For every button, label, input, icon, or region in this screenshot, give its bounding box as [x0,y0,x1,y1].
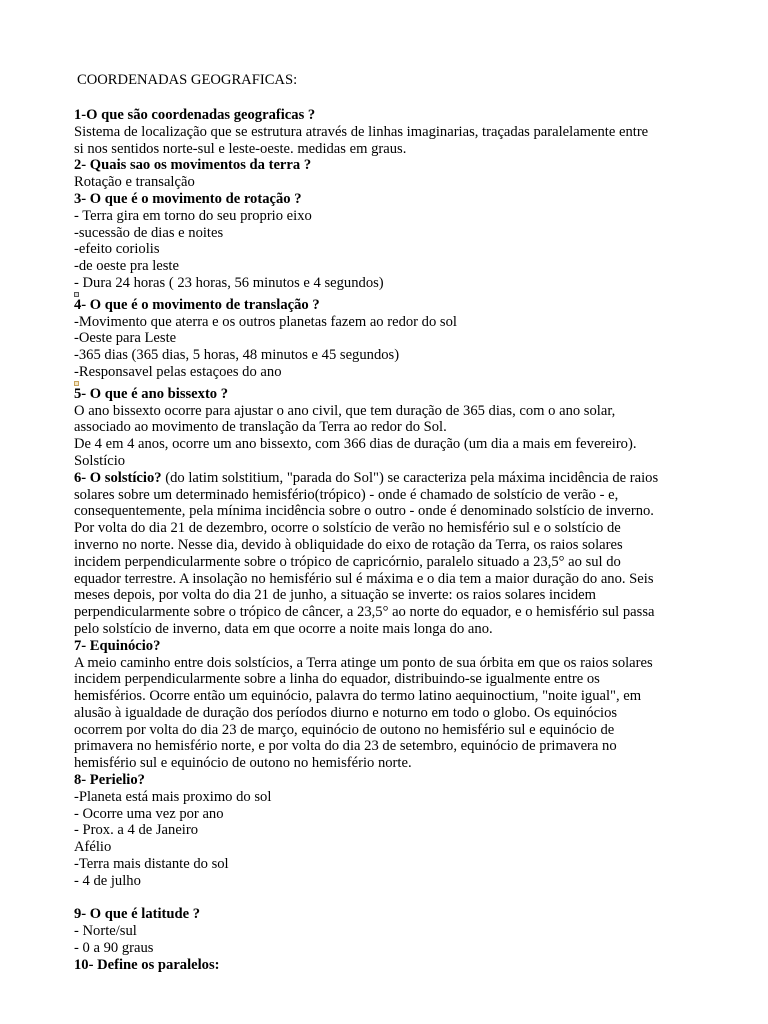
answer-line: meses depois, por volta do dia 21 de junho, a situação se inverte: os raios solares incidem [74,587,597,604]
answer-line: hemisférios. Ocorre então um equinócio, palavra do termo latino aequinoctium, "noite igual", em [74,688,642,705]
answer-line: inverno no norte. Nesse dia, devido à obliquidade do eixo de rotação da Terra, os raios solares [74,536,623,553]
answer-line: associado ao movimento de translação da Terra ao redor do Sol. [74,419,447,436]
answer-line: -Oeste para Leste [74,330,177,347]
answer-line: consequentemente, pela mínima incidência sobre o outro - onde é denominado solstício de inverno. [74,503,654,520]
answer-line: incidem perpendicularmente sobre a linha do equador, distribuindo-se igualmente entre os [74,671,600,688]
answer-line: - 4 de julho [74,872,141,889]
answer-line: Por volta do dia 21 de dezembro, ocorre o solstício de verão no hemisfério sul e o solstício de [74,520,621,537]
answer-line: si nos sentidos norte-sul e leste-oeste. medidas em graus. [74,140,407,157]
question-1-title: 1-O que são coordenadas geograficas ? [74,107,316,123]
answer-line: - 0 a 90 graus [74,940,154,957]
answer-line: - Prox. a 4 de Janeiro [74,822,199,839]
question-3-title: 3- O que é o movimento de rotação ? [74,190,302,207]
answer-line: -de oeste pra leste [74,258,179,275]
question-6-title: 6- O solstício? [74,469,162,486]
question-4-title: 4- O que é o movimento de translação ? [74,296,320,313]
answer-line: -Movimento que aterra e os outros planetas fazem ao redor do sol [74,313,457,330]
answer-line: solares sobre um determinado hemisfério(trópico) - onde é chamado de solstício de verão - e, [74,486,619,503]
answer-line: alusão à igualdade de duração dos períodos diurno e noturno em todo o globo. Os equinócios [74,704,618,721]
answer-line: - Norte/sul [74,923,137,940]
answer-line: (do latim solstitium, "parada do Sol") se caracteriza pela máxima incidência de raios [161,469,659,486]
question-6-line [74,470,704,487]
answer-line: pelo solstício de inverno, data em que ocorre a noite mais longa do ano. [74,620,493,637]
answer-line: Rotação e transalção [74,174,195,191]
question-10-title: 10- Define os paralelos: [74,956,220,973]
document-body [74,107,704,974]
answer-line: -efeito coriolis [74,241,160,258]
answer-line: De 4 em 4 anos, ocorre um ano bissexto, com 366 dias de duração (um dia a mais em fevereiro). [74,436,637,453]
question-7-title: 7- Equinócio? [74,637,161,654]
document-title: COORDENADAS GEOGRAFICAS: [77,72,298,88]
answer-line: -sucessão de dias e noites [74,224,224,241]
answer-line: -Terra mais distante do sol [74,856,229,873]
answer-line: primavera no hemisfério norte, e por volta do dia 23 de setembro, equinócio de primavera no [74,738,617,755]
answer-line: hemisfério sul e equinócio de outono no hemisfério norte. [74,755,412,772]
answer-line: O ano bissexto ocorre para ajustar o ano civil, que tem duração de 365 dias, com o ano solar, [74,402,616,419]
answer-line: -365 dias (365 dias, 5 horas, 48 minutos e 45 segundos) [74,347,400,364]
answer-line: perpendicularmente sobre o trópico de câncer, a 23,5° ao norte do equador, e o hemisfério sul passa [74,604,655,621]
answer-line: -Planeta está mais proximo do sol [74,788,272,805]
answer-line: equador terrestre. A insolação no hemisfério sul é máxima e o dia tem a maior duração do ano. Seis [74,570,654,587]
question-8-title: 8- Perielio? [74,772,145,789]
answer-line: incidem perpendicularmente sobre o trópico de capricórnio, paralelo situado a 23,5° ao sul do [74,553,621,570]
answer-line: Afélio [74,839,112,856]
answer-line: A meio caminho entre dois solstícios, a Terra atinge um ponto de sua órbita em que os raios solares [74,654,653,671]
answer-line: Solstício [74,452,126,469]
answer-line: ocorrem por volta do dia 23 de março, equinócio de outono no hemisfério sul e equinócio de [74,721,615,738]
question-2-title: 2- Quais sao os movimentos da terra ? [74,157,312,174]
answer-line: - Dura 24 horas ( 23 horas, 56 minutos e 4 segundos) [74,274,384,291]
answer-line: - Ocorre uma vez por ano [74,805,224,822]
question-5-title: 5- O que é ano bissexto ? [74,385,229,402]
question-9-title: 9- O que é latitude ? [74,906,201,923]
blank-line [74,890,704,907]
answer-line: -Responsavel pelas estaçoes do ano [74,363,282,380]
answer-line: - Terra gira em torno do seu proprio eixo [74,207,312,224]
answer-line: Sistema de localização que se estrutura através de linhas imaginarias, traçadas paralelamente entre [74,123,649,140]
